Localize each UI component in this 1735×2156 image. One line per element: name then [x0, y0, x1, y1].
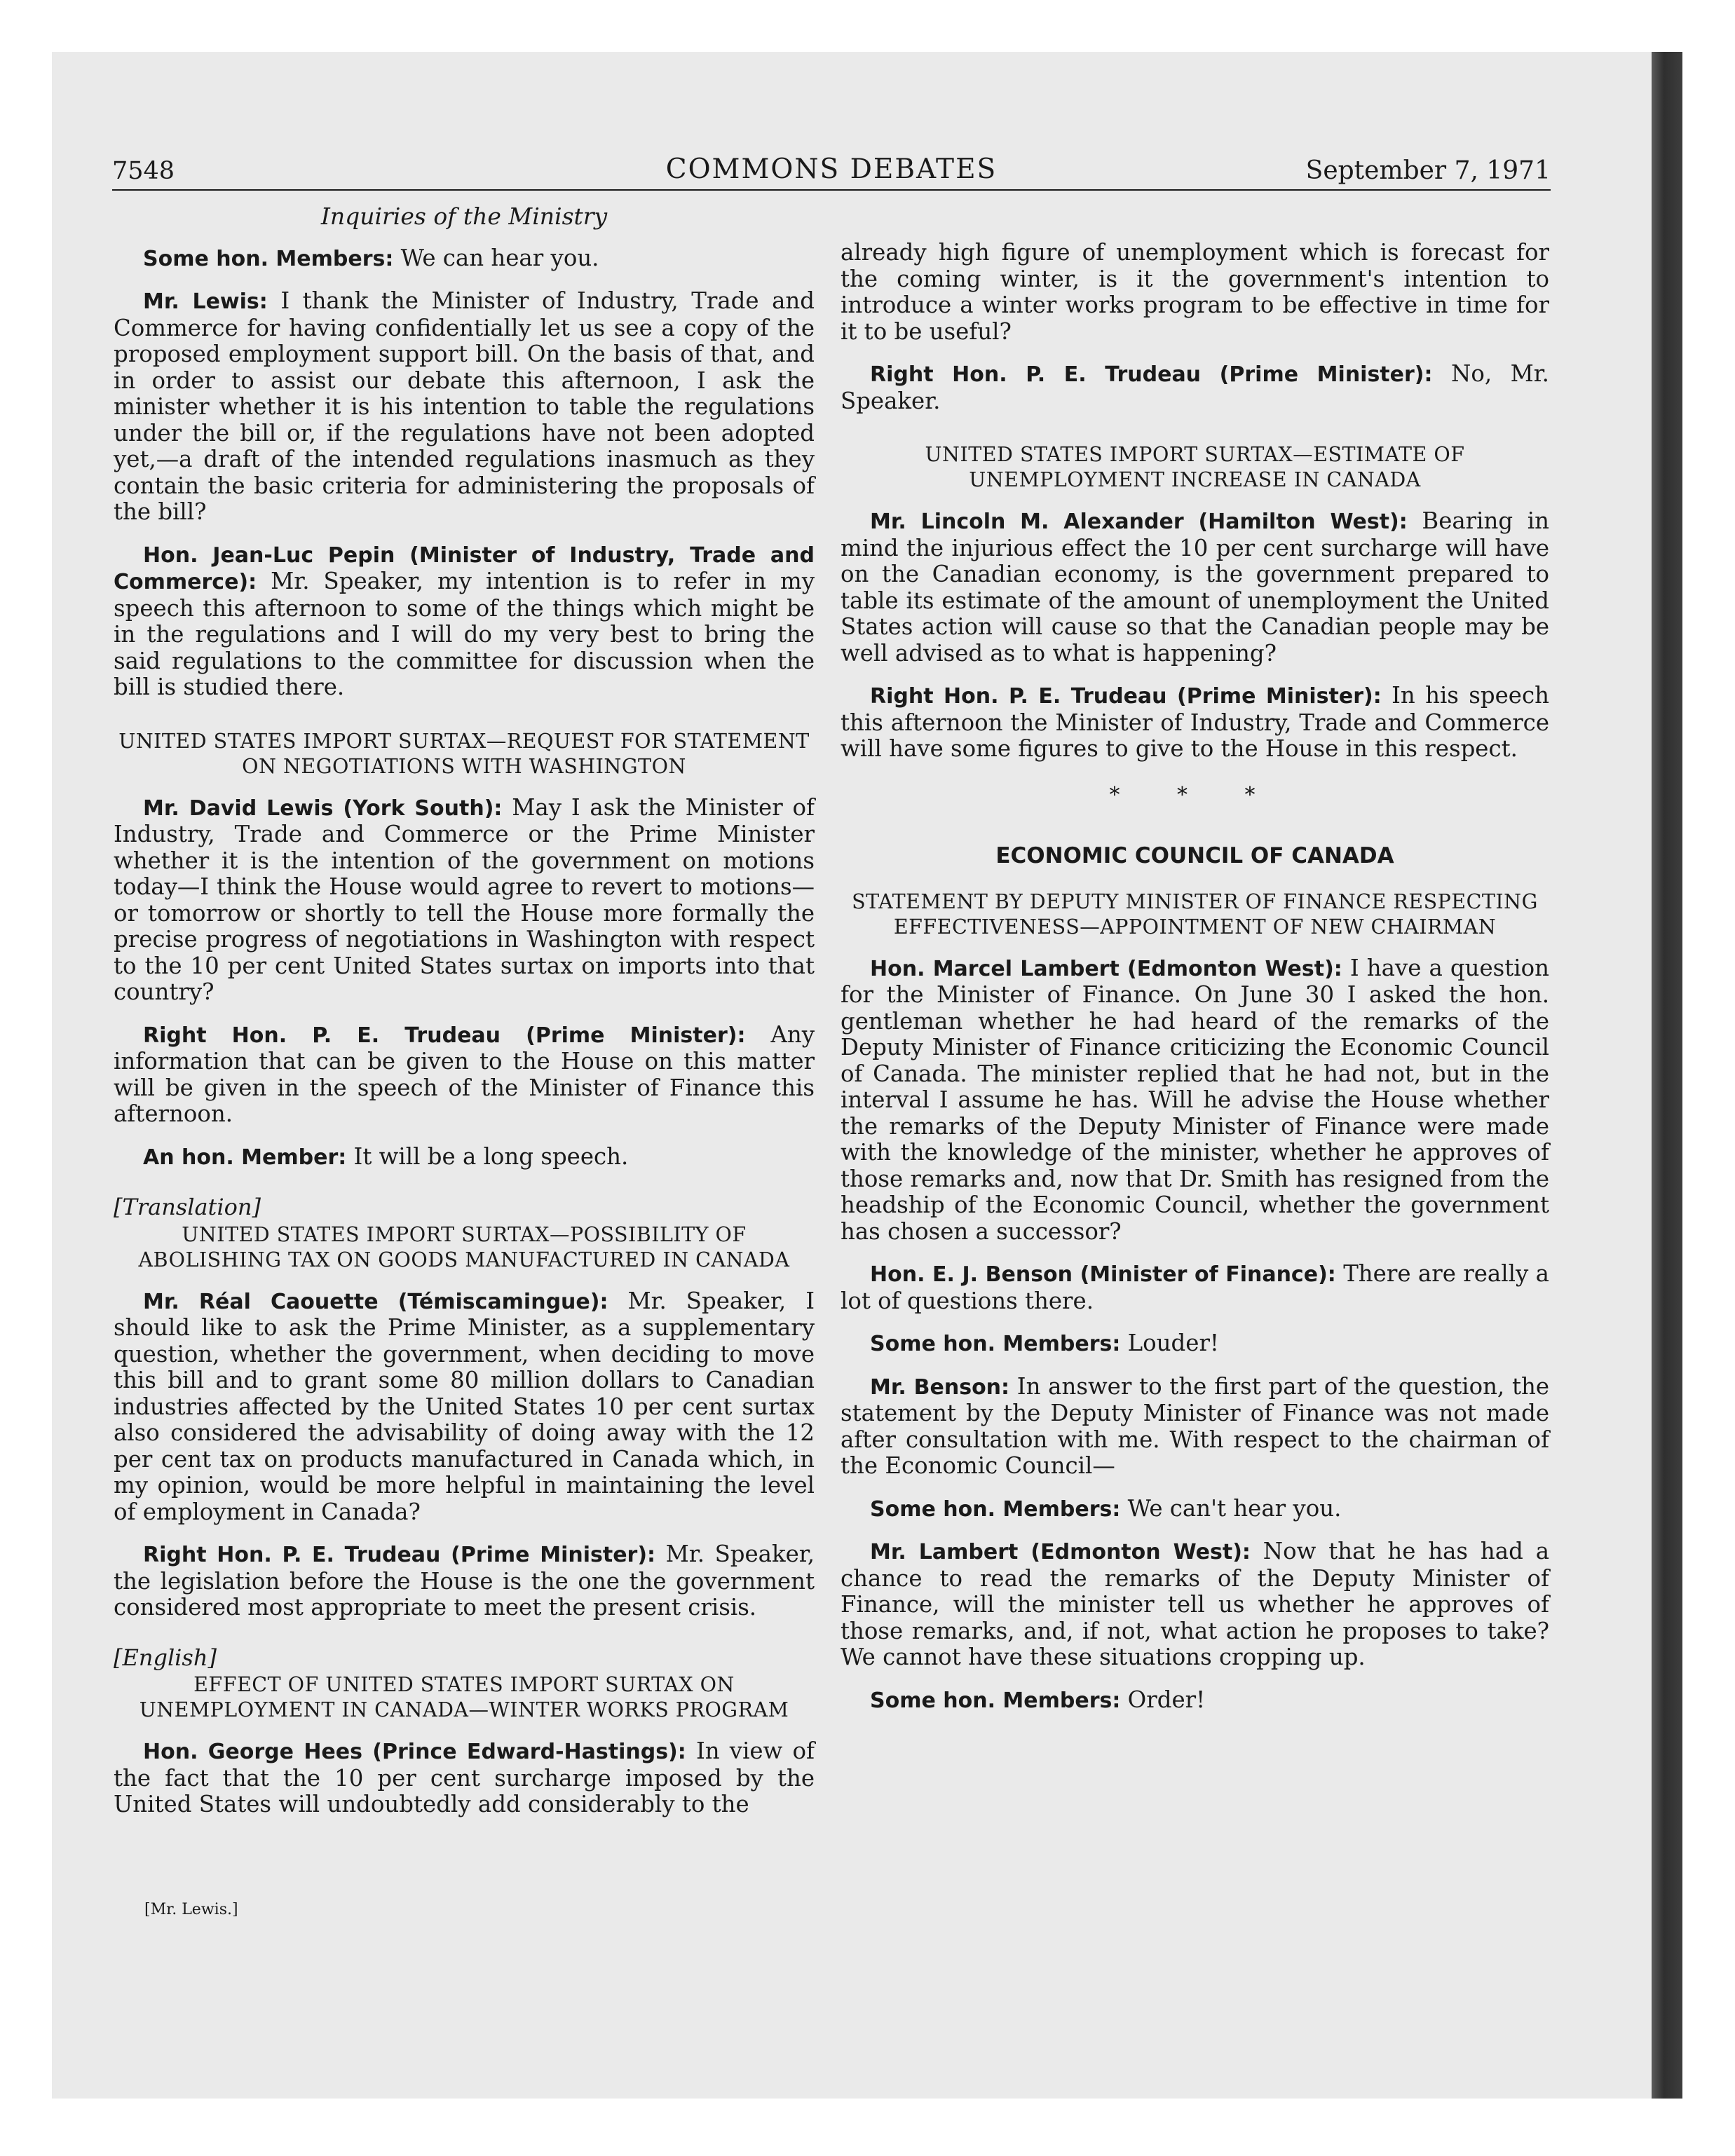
speech-text: No, Mr. Speaker.: [841, 360, 1549, 414]
section-heading: STATEMENT BY DEPUTY MINISTER OF FINANCE RESPECTING EFFECTIVENESS—APPOINTMENT OF NEW CHAIRMAN: [852, 889, 1538, 939]
speaker-name: Right Hon. P. E. Trudeau (Prime Minister):: [870, 684, 1382, 709]
speaker-name: Hon. George Hees (Prince Edward-Hastings):: [143, 1740, 686, 1764]
speaker-name: Hon. Marcel Lambert (Edmonton West):: [870, 956, 1342, 981]
speech-paragraph: [114, 288, 815, 526]
speaker-name: Mr. Benson:: [870, 1374, 1010, 1400]
page-date: September 7, 1971: [1305, 156, 1551, 185]
speech-paragraph: [114, 245, 815, 273]
speaker-name: An hon. Member:: [143, 1145, 347, 1170]
scan-edge-shadow: [1652, 52, 1682, 2099]
speaker-name: Mr. Lincoln M. Alexander (Hamilton West):: [870, 510, 1408, 534]
section-heading: EFFECT OF UNITED STATES IMPORT SURTAX ON UNEMPLOYMENT IN CANADA—WINTER WORKS PROGRAM: [139, 1673, 789, 1721]
speaker-name: Mr. Lambert (Edmonton West):: [870, 1540, 1251, 1564]
speech-paragraph: [841, 683, 1549, 763]
publication-title: COMMONS DEBATES: [665, 153, 998, 185]
section-heading: UNITED STATES IMPORT SURTAX—ESTIMATE OF UNEMPLOYMENT INCREASE IN CANADA: [925, 443, 1465, 491]
speech-paragraph: [114, 542, 815, 701]
section-heading: UNITED STATES IMPORT SURTAX—POSSIBILITY OF ABOLISHING TAX ON GOODS MANUFACTURED IN CANADA: [138, 1222, 790, 1271]
speech-text: Mr. Speaker, the legislation before the House is the one the government considered most appropriate to meet the present crisis.: [114, 1541, 815, 1621]
speech-paragraph: [841, 1687, 1549, 1714]
running-head: Inquiries of the Ministry: [320, 203, 608, 230]
speech-text: May I ask the Minister of Industry, Trade and Commerce or the Prime Minister whether it is the intention of the government on motions today—I think the House would agree to revert to motions—or tomorrow or shortly to tell the House more formally the precise progress of negotiations in Washington with respect to the 10 per cent United States surtax on imports into that country?: [114, 793, 815, 1005]
speech-text: In answer to the first part of the question, the statement by the Deputy Minister of Finance was not made after consultation with me. With respect to the chairman of the Economic Council—: [841, 1372, 1550, 1479]
speech-text: Bearing in mind the injurious effect the 10 per cent surcharge will have on the Canadian economy, is the government prepared to table its estimate of the amount of unemployment the United States action will cause so that the Canadian people may be well advised as to what is happening?: [841, 507, 1549, 667]
speech-paragraph: [114, 1022, 815, 1128]
speaker-name: Some hon. Members:: [870, 1688, 1121, 1713]
speech-paragraph: [841, 361, 1549, 414]
speech-text: In view of the fact that the 10 per cent surcharge imposed by the United States will undoubtedly add considerably to the: [114, 1738, 815, 1817]
speech-text: I thank the Minister of Industry, Trade and Commerce for having confidentially let us see a copy of the proposed employment support bill. On the basis of that, and in order to assist our debate this afternoon, I ask the minister whether it is his intention to table the regulations under the bill or, if the regulations have not been adopted yet,—a draft of the intended regulations inasmuch as they contain the basic criteria for administering the proposals of the bill?: [114, 287, 815, 525]
speech-text: There are really a lot of questions there.: [841, 1260, 1549, 1314]
language-marker: [English]: [114, 1644, 217, 1671]
speech-paragraph: [114, 1144, 815, 1171]
speaker-name: Some hon. Members:: [870, 1496, 1121, 1522]
speaker-name: Right Hon. P. E. Trudeau (Prime Minister):: [143, 1023, 746, 1048]
section-heading: UNITED STATES IMPORT SURTAX—REQUEST FOR STATEMENT ON NEGOTIATIONS WITH WASHINGTON: [118, 729, 810, 778]
major-heading: ECONOMIC COUNCIL OF CANADA: [995, 843, 1394, 868]
speech-paragraph: [841, 1374, 1549, 1480]
speaker-name: Mr. Réal Caouette (Témiscamingue):: [143, 1289, 608, 1314]
speaker-name: Hon. E. J. Benson (Minister of Finance):: [870, 1262, 1336, 1287]
speech-paragraph: [841, 508, 1549, 667]
speech-paragraph: [841, 1330, 1549, 1358]
language-marker: [Translation]: [114, 1194, 261, 1220]
speech-paragraph: [841, 1496, 1549, 1523]
speaker-name: Some hon. Members:: [143, 246, 394, 271]
speaker-name: Right Hon. P. E. Trudeau (Prime Minister):: [870, 362, 1433, 387]
speech-paragraph: [114, 795, 815, 1006]
speech-paragraph: [841, 1538, 1549, 1671]
speech-paragraph: [841, 955, 1549, 1246]
speaker-name: Right Hon. P. E. Trudeau (Prime Minister):: [143, 1543, 656, 1567]
speech-text: It will be a long speech.: [346, 1142, 629, 1170]
section-separator: * * *: [1109, 782, 1281, 807]
continued-text: already high figure of unemployment which is forecast for the coming winter, is it the government's intention to introduce a winter works program to be effective in time for it to be useful?: [841, 239, 1549, 345]
speech-text: We can hear you.: [393, 244, 599, 271]
footnote: [Mr. Lewis.]: [144, 1901, 238, 1918]
page-number: 7548: [112, 157, 175, 185]
right-column: [841, 203, 1549, 1730]
speech-paragraph: [114, 1541, 815, 1621]
speech-text: Louder!: [1120, 1330, 1219, 1356]
speech-paragraph: [114, 1738, 815, 1818]
speaker-name: Mr. Lewis:: [143, 289, 268, 314]
left-column: [114, 203, 815, 1834]
speech-text: Order!: [1120, 1686, 1206, 1713]
speech-text: In his speech this afternoon the Minister of Industry, Trade and Commerce will have some figures to give to the House in this respect.: [841, 682, 1549, 762]
speech-text: Now that he has had a chance to read the remarks of the Deputy Minister of Finance, will the minister tell us whether he approves of those remarks, and, if not, what action he proposes to take? We cannot have these situations cropping up.: [841, 1538, 1550, 1670]
speech-text: Mr. Speaker, I should like to ask the Prime Minister, as a supplementary question, whether the government, when deciding to move this bill and to grant some 80 million dollars to Canadian industries affected by the United States 10 per cent surtax also considered the advisability of doing away with the 12 per cent tax on products manufactured in Canada which, in my opinion, would be more helpful in maintaining the level of employment in Canada?: [114, 1287, 815, 1525]
speech-text: I have a question for the Minister of Finance. On June 30 I asked the hon. gentleman whether he had heard of the remarks of the Deputy Minister of Finance criticizing the Economic Council of Canada. The minister replied that he had not, but in the interval I assume he has. Will he advise the House whether the remarks of the Deputy Minister of Finance were made with the knowledge of the minister, whether he approves of those remarks and, now that Dr. Smith has resigned from the headship of the Economic Council, whether the government has chosen a successor?: [841, 954, 1549, 1245]
speaker-name: Hon. Jean-Luc Pepin (Minister of Industry, Trade and Commerce):: [114, 543, 815, 594]
speech-paragraph: [841, 1261, 1549, 1314]
speaker-name: Mr. David Lewis (York South):: [143, 796, 503, 821]
speech-paragraph: [114, 1288, 815, 1526]
speech-text: We can't hear you.: [1120, 1494, 1342, 1522]
speaker-name: Some hon. Members:: [870, 1332, 1121, 1356]
speech-text: Mr. Speaker, my intention is to refer in my speech this afternoon to some of the things which might be in the regulations and I will do my very best to bring the said regulations to the committee for discussion when the bill is studied there.: [114, 568, 815, 700]
speech-text: Any information that can be given to the House on this matter will be given in the speech of the Minister of Finance this afternoon.: [114, 1021, 815, 1127]
page-header: [112, 149, 1551, 191]
